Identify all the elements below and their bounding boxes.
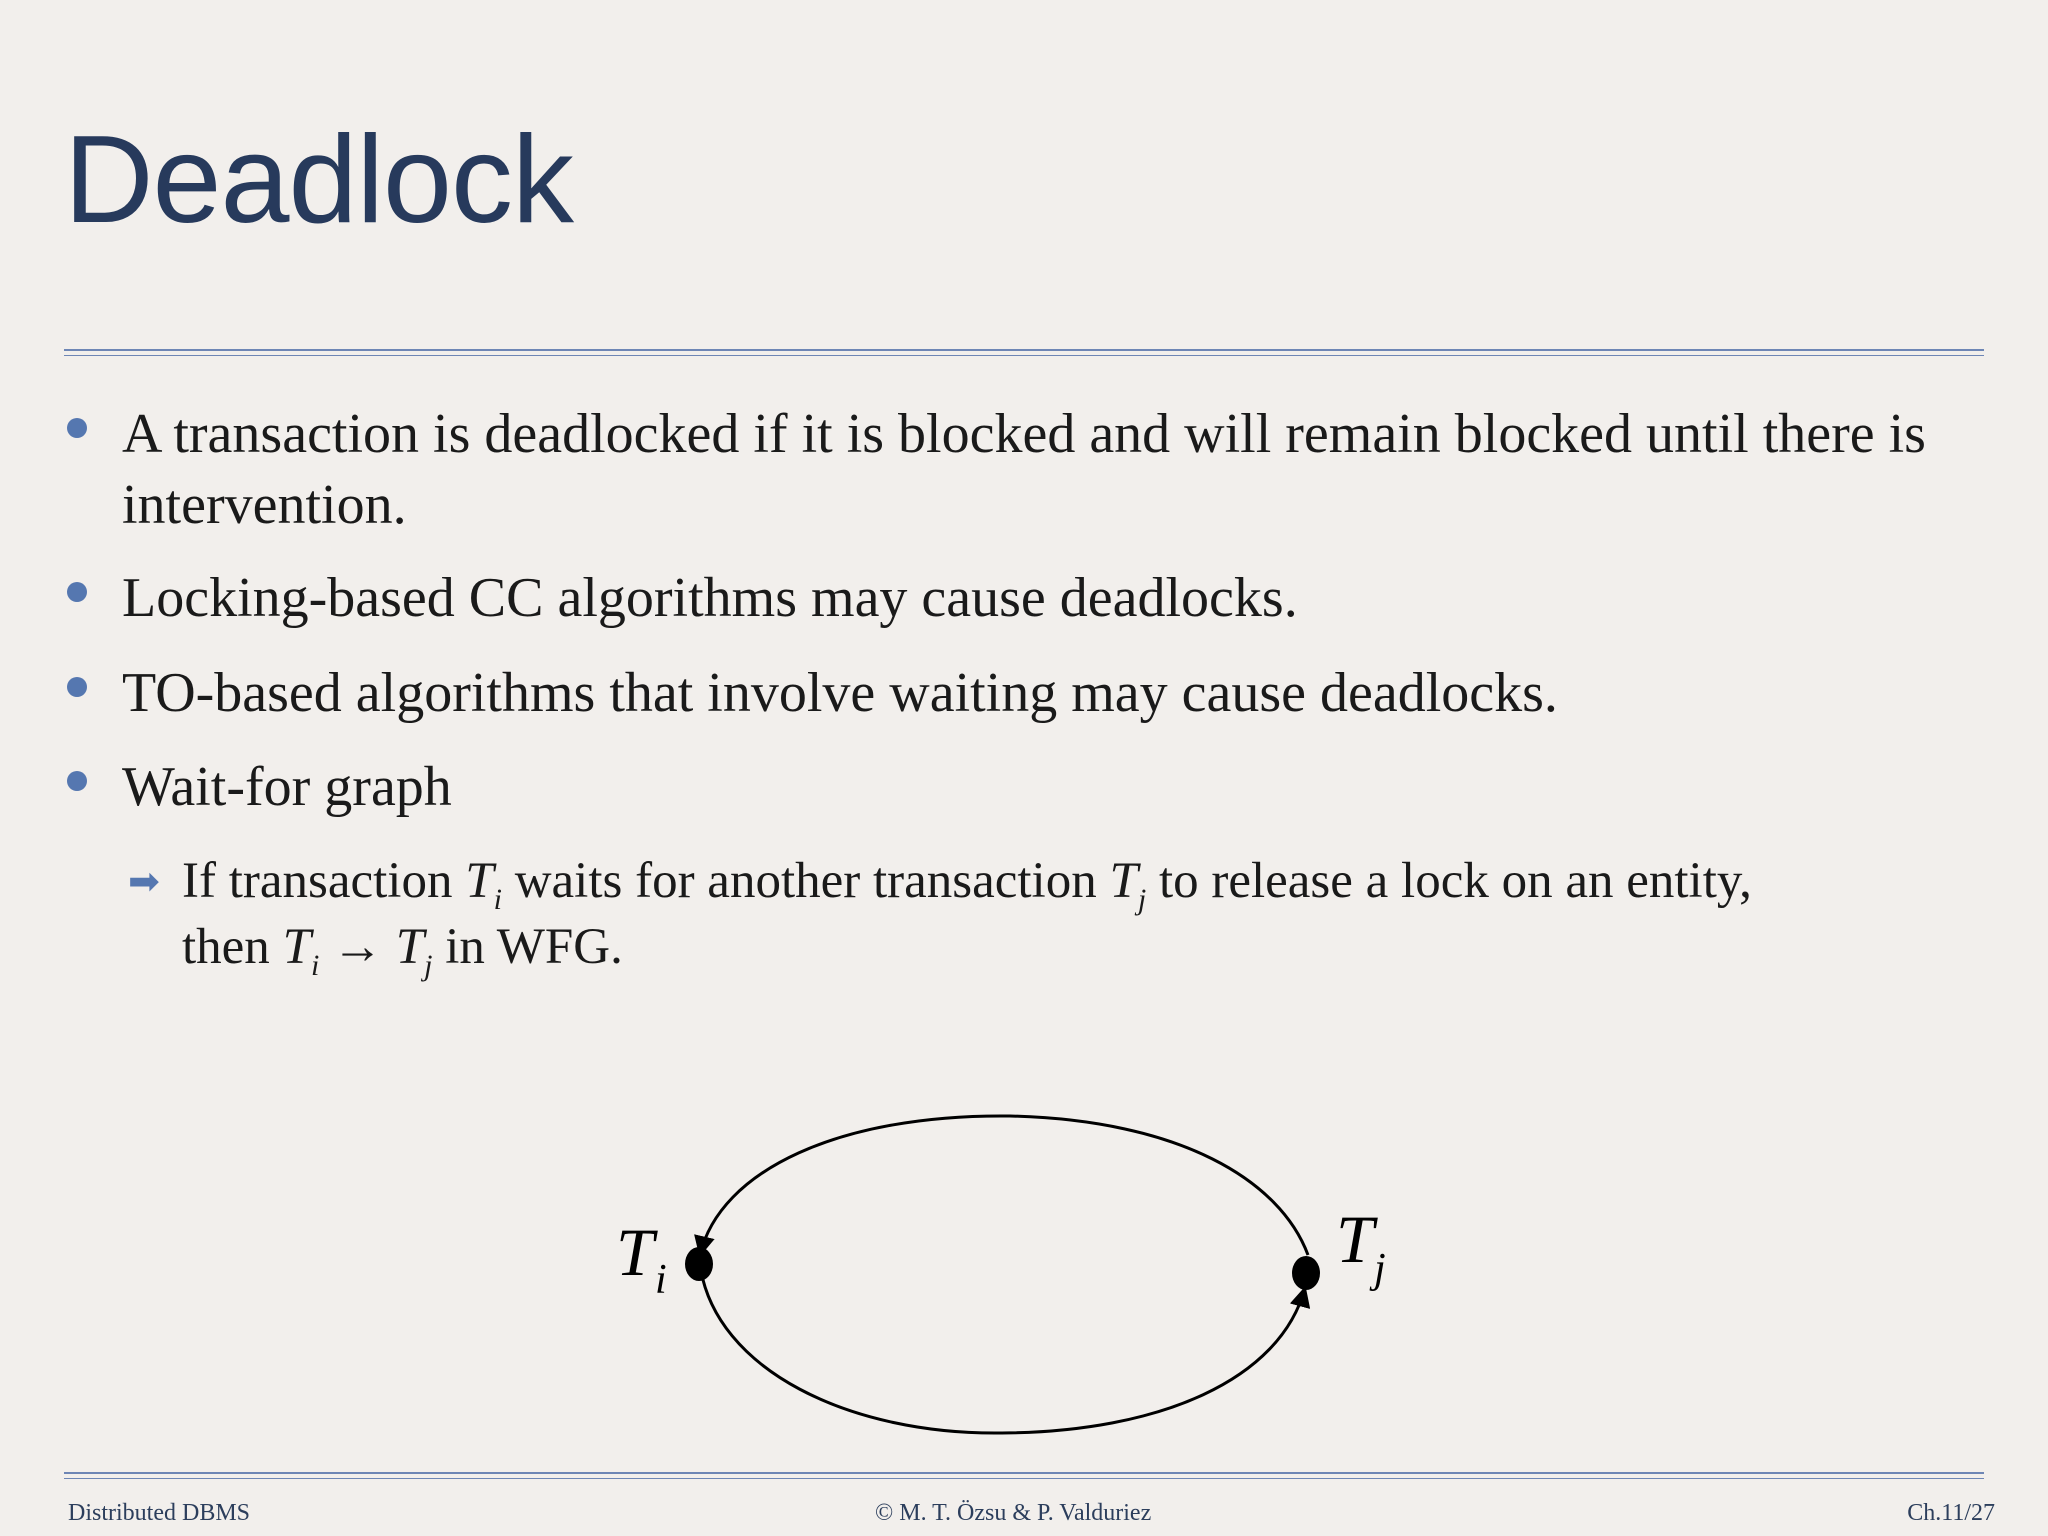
label-tj-sub: j <box>1374 1246 1386 1292</box>
footer-page-number: Ch.11/27 <box>1907 1500 1995 1526</box>
footer-course: Distributed DBMS <box>68 1500 251 1526</box>
sub-text-3: to release a lock on an entity, then <box>182 853 1752 975</box>
var-t: T <box>395 919 425 975</box>
subscript-i: i <box>493 883 502 916</box>
bullet-text: A transaction is deadlocked if it is blocked and will remain blocked until there is intervention. <box>122 403 1926 536</box>
footer-copyright: © M. T. Özsu & P. Valduriez <box>875 1500 1152 1526</box>
wait-arrow: → <box>332 919 384 975</box>
sub-text-2: waits for another transaction <box>501 853 1110 909</box>
label-ti-base: T <box>616 1214 654 1290</box>
slide-title: Deadlock <box>64 111 573 249</box>
subscript-j: j <box>1137 883 1147 916</box>
edge-tj-to-ti <box>700 1116 1308 1255</box>
subscript-i: i <box>310 949 320 982</box>
footer-divider-thin <box>64 1478 1984 1479</box>
footer-divider <box>64 1472 1984 1474</box>
var-t: T <box>282 919 311 975</box>
edge-ti-to-tj <box>700 1265 1305 1433</box>
var-t: T <box>465 853 494 909</box>
bullet-text: Locking-based CC algorithms may cause deadlocks. <box>122 567 1298 629</box>
arrow-right-icon: ➡ <box>128 859 160 903</box>
var-t: T <box>1109 853 1138 909</box>
label-tj-base: T <box>1336 1201 1374 1277</box>
bullet-text: Wait-for graph <box>122 756 452 818</box>
node-ti <box>685 1247 713 1281</box>
sub-text-4: in WFG. <box>432 919 623 975</box>
sub-text-1: If transaction <box>182 853 466 909</box>
label-ti-sub: i <box>655 1257 667 1303</box>
subscript-j: j <box>424 949 433 982</box>
node-tj <box>1292 1256 1320 1290</box>
bullet-text: TO-based algorithms that involve waiting may cause deadlocks. <box>122 662 1558 724</box>
